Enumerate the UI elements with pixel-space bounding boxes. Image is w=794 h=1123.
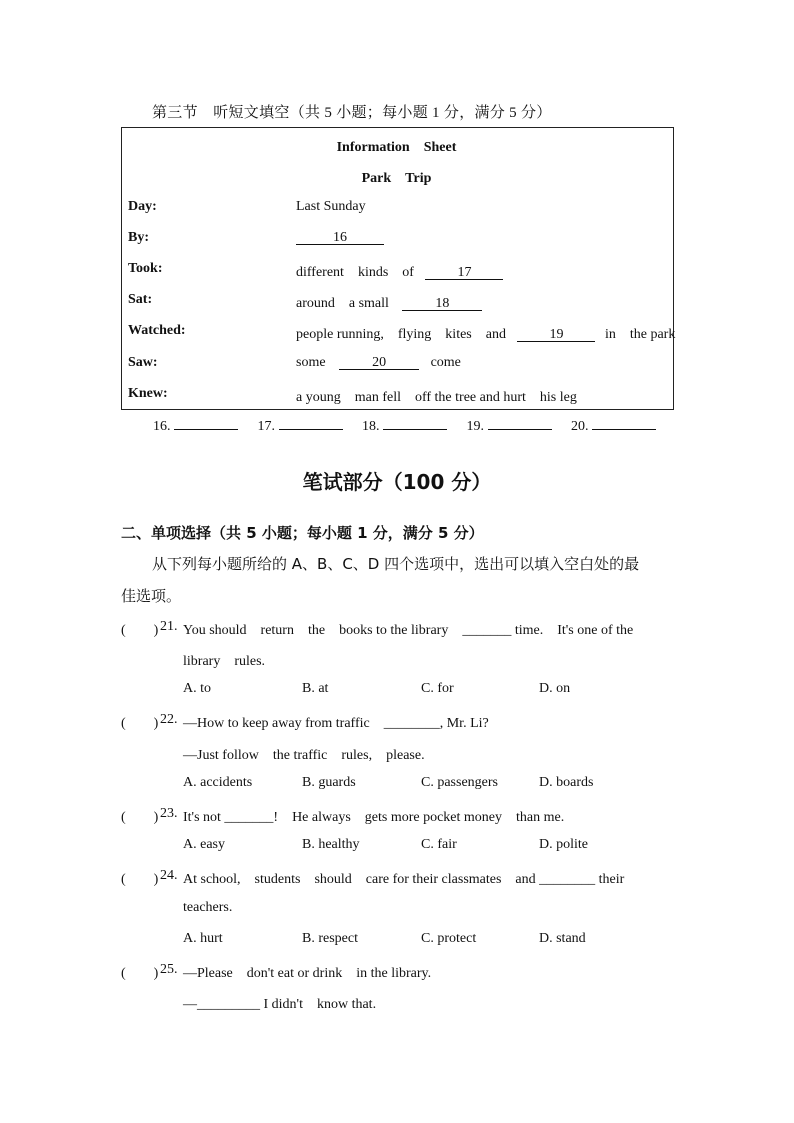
question-22-option-a[interactable]: A. accidents [183,775,253,790]
answer-number-19: 19. [466,419,484,434]
answer-blank-20[interactable] [592,417,656,430]
question-25-number: 25. [160,962,178,977]
question-24-option-a[interactable]: A. hurt [183,931,223,946]
sheet-text-saw: some [296,355,326,370]
sheet-text-saw-after: come [430,355,461,370]
question-21-paren[interactable]: ( ) [121,623,159,638]
blank-16[interactable]: 16 [296,230,384,245]
answer-number-17: 17. [257,419,275,434]
question-24-text-2: teachers. [183,900,233,915]
blank-17[interactable]: 17 [425,265,503,280]
question-21-option-c[interactable]: C. for [421,681,454,696]
question-25-text: —Please don't eat or drink in the library. [183,966,432,981]
question-23-text: It's not _______! He always gets more pocket money than me. [183,810,565,825]
blank-20[interactable]: 20 [339,355,419,370]
sheet-label-knew: Knew: [128,386,168,401]
sheet-value-knew: a young man fell off the tree and hurt his leg [296,390,577,405]
answer-number-20: 20. [571,419,589,434]
section3-heading: 第三节 听短文填空（共 5 小题；每小题 1 分，满分 5 分） [152,105,552,121]
sheet-title: Information Sheet [336,140,457,155]
sheet-label-saw: Saw: [128,355,158,370]
question-22-number: 22. [160,712,178,727]
question-23-option-c[interactable]: C. fair [421,837,457,852]
answer-blank-16[interactable] [174,417,238,430]
sheet-value-day: Last Sunday [296,199,366,214]
question-25-paren[interactable]: ( ) [121,966,159,981]
sheet-subtitle: Park Trip [361,171,432,186]
sheet-value-sat [296,292,482,312]
sheet-text-watched-after: in the park [604,327,676,342]
sheet-value-by [296,230,384,246]
answer-number-18: 18. [362,419,380,434]
question-21-option-a[interactable]: A. to [183,681,211,696]
question-22-text: —How to keep away from traffic ________, Mr. Li? [183,716,489,731]
sheet-label-watched: Watched: [128,323,186,338]
question-21-number: 21. [160,619,178,634]
written-part-title: 笔试部分（100 分） [302,470,492,494]
answer-blank-17[interactable] [279,417,343,430]
sheet-text-watched: people running, flying kites and [296,327,506,342]
question-22-text-2: —Just follow the traffic rules, please. [183,748,425,763]
question-24-number: 24. [160,868,178,883]
question-23-option-a[interactable]: A. easy [183,837,225,852]
sheet-label-sat: Sat: [128,292,153,307]
sheet-value-watched [296,323,675,343]
question-23-number: 23. [160,806,178,821]
question-22-option-c[interactable]: C. passengers [421,775,498,790]
sheet-label-day: Day: [128,199,157,214]
question-23-paren[interactable]: ( ) [121,810,159,825]
answer-blank-18[interactable] [383,417,447,430]
question-22-option-d[interactable]: D. boards [539,775,594,790]
question-25-text-2: —_________ I didn't know that. [183,997,377,1012]
blank-18[interactable]: 18 [402,296,482,311]
answer-blank-19[interactable] [488,417,552,430]
question-22-paren[interactable]: ( ) [121,716,159,731]
question-24-option-d[interactable]: D. stand [539,931,586,946]
question-24-option-c[interactable]: C. protect [421,931,477,946]
sheet-value-saw [296,355,461,371]
answer-number-16: 16. [153,419,171,434]
sheet-value-took [296,261,503,281]
question-23-option-b[interactable]: B. healthy [302,837,360,852]
answer-row [153,417,672,435]
instructions-line-1: 从下列每小题所给的 A、B、C、D 四个选项中，选出可以填入空白处的最 [152,555,640,573]
question-21-text-2: library rules. [183,654,266,669]
question-21-option-b[interactable]: B. at [302,681,329,696]
blank-19[interactable]: 19 [517,327,595,342]
sheet-label-by: By: [128,230,149,245]
sheet-text-took: different kinds of [296,265,414,280]
sheet-label-took: Took: [128,261,163,276]
question-24-text: At school, students should care for their classmates and ________ their [183,872,625,887]
question-21-text: You should return the books to the library _______ time. It's one of the [183,623,634,638]
sheet-text-sat: around a small [296,296,389,311]
instructions-line-2: 佳选项。 [121,587,182,605]
question-22-option-b[interactable]: B. guards [302,775,356,790]
question-24-paren[interactable]: ( ) [121,872,159,887]
question-24-option-b[interactable]: B. respect [302,931,358,946]
question-23-option-d[interactable]: D. polite [539,837,588,852]
section2-heading: 二、单项选择（共 5 小题；每小题 1 分，满分 5 分） [121,524,484,542]
question-21-option-d[interactable]: D. on [539,681,571,696]
